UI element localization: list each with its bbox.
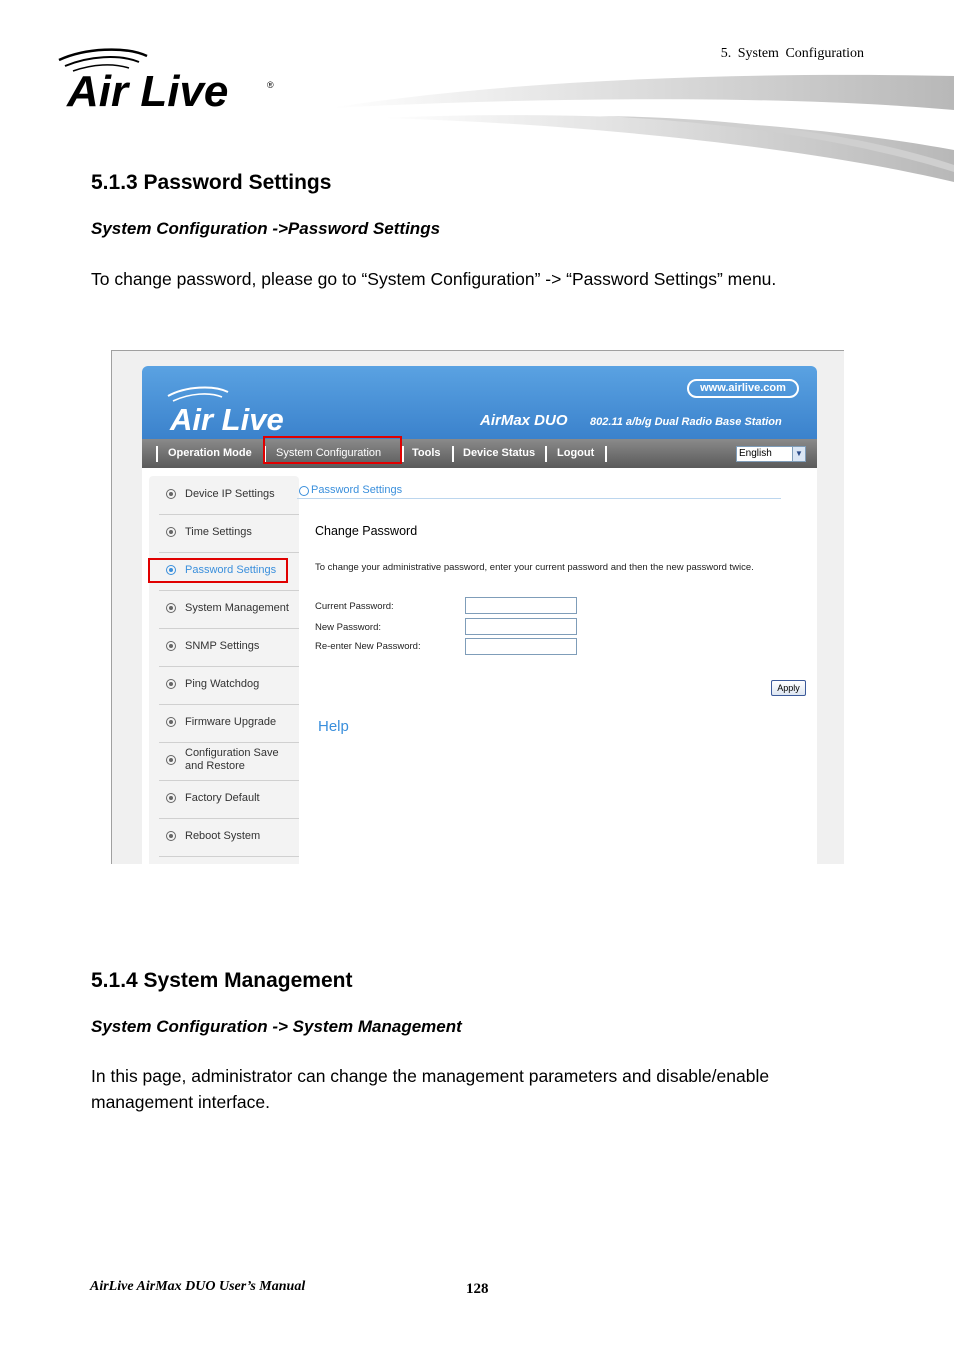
panel-divider (297, 498, 781, 499)
new-password-label: New Password: (315, 622, 381, 633)
sidebar-item-snmp[interactable]: SNMP Settings (159, 628, 299, 667)
radio-bullet-icon (166, 679, 176, 689)
nav-separator (605, 446, 607, 462)
radio-bullet-icon (166, 793, 176, 803)
product-name: AirMax DUO (480, 412, 568, 429)
nav-tools[interactable]: Tools (412, 447, 441, 459)
product-tagline: 802.11 a/b/g Dual Radio Base Station (590, 416, 782, 428)
sidebar-item-system-management[interactable]: System Management (159, 590, 299, 629)
radio-bullet-icon (166, 717, 176, 727)
nav-separator (452, 446, 454, 462)
web-admin-window (142, 366, 817, 864)
airlive-logo-mark (55, 48, 280, 110)
sidebar-item-config-save[interactable]: Configuration Save and Restore (159, 742, 299, 781)
nav-operation-mode[interactable]: Operation Mode (168, 447, 252, 459)
embedded-screenshot (111, 350, 844, 864)
nav-system-configuration[interactable]: System Configuration (276, 447, 382, 459)
nav-device-status[interactable]: Device Status (463, 447, 536, 459)
sidebar-item-reboot[interactable]: Reboot System (159, 818, 299, 857)
logo-text: Air Live (67, 67, 229, 110)
nav-separator (156, 446, 158, 462)
change-password-description: To change your administrative password, enter your current password and then the new password twice. (315, 562, 754, 573)
sidebar-item-device-ip[interactable]: Device IP Settings (159, 476, 299, 515)
current-password-label: Current Password: (315, 601, 394, 612)
sidebar-item-factory-default[interactable]: Factory Default (159, 780, 299, 819)
sidebar-item-firmware[interactable]: Firmware Upgrade (159, 704, 299, 743)
admin-banner (142, 366, 817, 439)
radio-bullet-icon (166, 641, 176, 651)
radio-bullet-icon (166, 831, 176, 841)
airlive-logo (55, 48, 280, 115)
svg-text:®: ® (267, 80, 274, 90)
settings-sidebar (149, 476, 299, 864)
language-select[interactable] (736, 446, 806, 462)
language-value: English (739, 448, 772, 459)
panel-title: Password Settings (311, 484, 403, 496)
section-heading-system-management: 5.1.4 System Management (91, 969, 353, 992)
sidebar-item-password[interactable]: Password Settings (159, 552, 299, 591)
top-nav-bar (142, 439, 817, 468)
sidebar-item-ping-watchdog[interactable]: Ping Watchdog (159, 666, 299, 705)
nav-separator (545, 446, 547, 462)
radio-bullet-icon (166, 527, 176, 537)
apply-button[interactable]: Apply (771, 680, 806, 696)
section-bullet-icon (299, 486, 309, 496)
breadcrumb-password: System Configuration ->Password Settings (91, 219, 441, 238)
nav-logout[interactable]: Logout (557, 447, 595, 459)
chapter-label: 5. System Configuration (720, 46, 864, 61)
radio-bullet-icon (166, 489, 176, 499)
radio-bullet-icon (166, 603, 176, 613)
chevron-down-icon[interactable]: ▼ (792, 447, 805, 461)
footer-manual-title: AirLive AirMax DUO User’s Manual (90, 1279, 306, 1294)
reenter-password-field[interactable] (465, 638, 577, 655)
radio-bullet-icon (166, 755, 176, 765)
sidebar-item-time[interactable]: Time Settings (159, 514, 299, 553)
admin-logo (164, 386, 314, 439)
website-badge[interactable]: www.airlive.com (687, 379, 799, 398)
admin-logo-text: Air Live (170, 402, 284, 434)
section-heading-password: 5.1.3 Password Settings (91, 171, 332, 194)
sidebar-highlight-box (148, 558, 288, 583)
footer-page-number: 128 (466, 1281, 489, 1297)
help-link[interactable]: Help (318, 718, 349, 735)
password-settings-panel (307, 476, 812, 864)
admin-logo-mark (164, 386, 314, 434)
current-password-field[interactable] (465, 597, 577, 614)
new-password-field[interactable] (465, 618, 577, 635)
reenter-password-label: Re-enter New Password: (315, 641, 421, 652)
change-password-heading: Change Password (315, 524, 418, 538)
paragraph-system-management: In this page, administrator can change the management parameters and disable/enable management interface. (91, 1066, 770, 1112)
nav-highlight-box (263, 436, 402, 464)
nav-separator (402, 446, 404, 462)
paragraph-password: To change password, please go to “System Configuration” -> “Password Settings” menu. (91, 269, 777, 289)
breadcrumb-system-management: System Configuration -> System Management (91, 1017, 462, 1036)
